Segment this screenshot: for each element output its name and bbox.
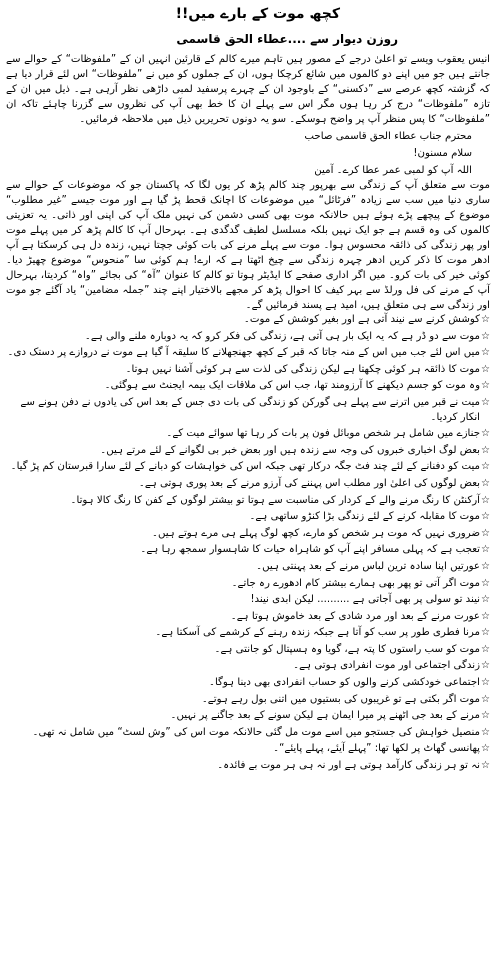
- star-bullet-icon: ☆: [481, 330, 490, 342]
- article-title: کچھ موت کے بارے میں!!: [175, 6, 340, 22]
- star-bullet-icon: ☆: [481, 314, 490, 325]
- star-bullet-icon: ☆: [481, 380, 490, 392]
- saying-item: ☆ زندگی اجتماعی اور موت انفرادی ہوتی ہے۔: [6, 659, 490, 674]
- star-bullet-icon: ☆: [481, 511, 490, 523]
- saying-item: ☆ موت کو سب راستوں کا پتہ ہے، گویا وہ ہسپتال کو جانتی ہے۔: [6, 643, 490, 658]
- star-bullet-icon: ☆: [481, 363, 490, 375]
- star-bullet-icon: ☆: [481, 610, 490, 622]
- saying-item: ☆ پھانسی گھاٹ پر لکھا تھا: ”پہلے آیئے، پہلے پایئے“۔: [6, 742, 490, 757]
- saying-item: ☆ کوشش کرنے سے نیند آتی ہے اور بغیر کوشش کے موت۔: [6, 313, 490, 328]
- saying-item: ☆ موت اگر بکتی ہے تو غریبوں کی بستیوں میں اتنی بول رہے ہوتے۔: [6, 693, 490, 708]
- star-bullet-icon: ☆: [481, 660, 490, 672]
- letter-salutation: محترم جناب عطاء الحق قاسمی صاحب: [304, 131, 472, 142]
- saying-item: ☆ موت اگر آتی تو پھر بھی ہمارے بیشتر کام ادھورے رہ جاتے۔: [6, 577, 490, 592]
- sayings-list: [6, 313, 490, 774]
- star-bullet-icon: ☆: [481, 396, 490, 408]
- star-bullet-icon: ☆: [481, 577, 490, 589]
- saying-item: ☆ منصیل خواہش کی جستجو میں اسے موت مل گئی حالانکہ موت اس کی ”وش لسٹ“ میں شامل نہ تھی۔: [6, 726, 490, 741]
- star-bullet-icon: ☆: [481, 693, 490, 705]
- saying-item: ☆ موت کا مقابلہ کرنے کے لئے زندگی بڑا کنڑو ساتھی ہے۔: [6, 510, 490, 525]
- star-bullet-icon: ☆: [481, 677, 490, 689]
- saying-item: ☆ موت سے دو ڈر ہے کہ یہ ایک بار ہی آتی ہے، زندگی کی فکر کرو کہ یہ دوبارہ ملنے والی ہے۔: [6, 330, 490, 345]
- saying-item: ☆ عورت مرنے کے بعد اور مرد شادی کے بعد خاموش ہوتا ہے۔: [6, 610, 490, 625]
- letter-blessing: اللہ آپ کو لمبی عمر عطا کرے۔ آمین: [314, 165, 472, 176]
- saying-item: ☆ وہ موت کو جسم دیکھنے کا آرزومند تھا، جب اس کی ملاقات ایک بیمہ ایجنٹ سے ہوگئی۔: [6, 379, 490, 394]
- star-bullet-icon: ☆: [481, 428, 490, 440]
- saying-item: ☆ جنازے میں شامل ہر شخص موبائل فون پر بات کر رہا تھا سوائے میت کے۔: [6, 427, 490, 442]
- saying-item: ☆ آرکنٹن کا رنگ مرنے والے کے کردار کی مناسبت سے ہوتا تو بیشتر لوگوں کے کفن کا رنگ کالا ہوتا۔: [6, 494, 490, 509]
- intro-paragraph: انیس یعقوب ویسے تو اعلیٰ درجے کے مصور ہیں تاہم میرے کالم کے قارئین انہیں ان کے ”ملفوظات“ کے حوالے سے جانتے ہیں جو میں اپنے دو کالموں میں شائع کرچکا ہوں، ان کے جملوں کو میں نے ”ملفوظات“ اس لئے قرار دیا ہے کہ گزشتہ کچھ عرصے سے ”دکسنی“ کے باوجود ان کے چہرے پرسفید لمبی داڑھی نظر آرہی ہے۔ ذیل میں ان کے تازہ ”ملفوظات“ درج کر رہا ہوں مگر اس سے پہلے ان کا خط بھی آپ کی نظروں سے گزرنا چاہئے تاکہ ان ”ملفوظات“ کا پس منظر آپ پر واضح ہوسکے۔ سو یہ دونوں تحریریں ذیل میں ملاحظہ فرمائیں۔: [6, 54, 490, 125]
- saying-item: ☆ بعض لوگ اخباری خبروں کی وجہ سے زندہ ہیں اور بعض خبر بی لگوانے کے لئے مرتے ہیں۔: [6, 444, 490, 459]
- saying-item: ☆ ضروری نہیں کہ موت ہر شخص کو مارے، کچھ لوگ پہلے ہی مرے ہوتے ہیں۔: [6, 527, 490, 542]
- star-bullet-icon: ☆: [481, 743, 490, 755]
- saying-item: ☆ موت کا ذائقہ ہر کوئی چکھتا ہے لیکن زندگی کی لذت سے ہر کوئی آشنا نہیں ہوتا۔: [6, 363, 490, 378]
- star-bullet-icon: ☆: [481, 560, 490, 572]
- star-bullet-icon: ☆: [481, 527, 490, 539]
- saying-item: ☆ اجتماعی خودکشی کرنے والوں کو حساب انفرادی بھی دینا ہوگا۔: [6, 676, 490, 691]
- saying-item: ☆ مرنے کے بعد جی اٹھنے پر میرا ایمان ہے لیکن سونے کے بعد جاگنے پر نہیں۔: [6, 709, 490, 724]
- star-bullet-icon: ☆: [481, 494, 490, 506]
- column-byline: روزن دیوار سے ....عطاء الحق قاسمی: [176, 32, 398, 46]
- saying-item: ☆ عورتیں اپنا سادہ ترین لباس مرنے کے بعد پہنتی ہیں۔: [6, 560, 490, 575]
- saying-item: ☆ نیند تو سولی پر بھی آجاتی ہے .......... لیکن ابدی نیند!: [6, 593, 490, 608]
- star-bullet-icon: ☆: [481, 710, 490, 722]
- star-bullet-icon: ☆: [481, 760, 490, 772]
- saying-item: ☆ میت نے قبر میں اترنے سے پہلے ہی گورکن کو زندگی کی بات دی جس کے بعد اس کی یادوں نے دفن ہونے سے انکار کردیا۔: [20, 396, 490, 423]
- saying-item: ☆ میں اس لئے جب میں اس کے منہ جاتا کہ قبر کے کچھ جھنجھلانے کا سلیقہ آ گیا ہے موت نے دروازے پر دستک دی۔: [6, 346, 490, 361]
- star-bullet-icon: ☆: [481, 444, 490, 456]
- saying-item: ☆ بعض لوگوں کی اعلیٰ اور مطلب اس پہننے کی آرزو مرنے کے بعد پوری ہوتی ہے۔: [6, 477, 490, 492]
- saying-item: ☆ نہ تو ہر زندگی کارآمد ہوتی ہے اور نہ ہی ہر موت بے فائدہ۔: [6, 759, 490, 774]
- star-bullet-icon: ☆: [481, 627, 490, 639]
- saying-item: ☆ میت کو دفنانے کے لئے چند فٹ جگہ درکار تھی جبکہ اس کی خواہشات کو دبانے کے لئے سارا قبرستان کم پڑ گیا۔: [6, 460, 490, 475]
- saying-item: ☆ مرنا فطری طور پر سب کو آتا ہے جبکہ زندہ رہنے کے کرشمے کی آسکتا ہے۔: [6, 626, 490, 641]
- star-bullet-icon: ☆: [481, 726, 490, 738]
- star-bullet-icon: ☆: [481, 594, 490, 606]
- star-bullet-icon: ☆: [481, 347, 490, 359]
- saying-item: ☆ تعجب ہے کہ پہلی مسافر اپنے آپ کو شاہراہ حیات کا شاہسوار سمجھ رہا ہے۔: [6, 543, 490, 558]
- letter-body: موت سے متعلق آپ کے زندگی سے بھرپور چند کالم پڑھ کر یوں لگا کہ پاکستان جو کہ موضوعات کے حوالے سے ساری دنیا میں سب سے زیادہ ”فرٹائل“ میں موضوعات کا اچانک قحط پڑ گیا ہے اور موت جیسے ”غیر مطلوب“ موضوع کے پیچھے پڑے ہوئے ہیں حالانکہ موت بھی کسی دشمن کی نہیں ملک آپ کی اپنی اور ذاتی۔ یہ تعزیتی کالموں کی وہ قسم ہے جو ایک نہیں بلکہ مسلسل لطیف گدگدی ہے۔ بہرحال آپ کا کالم پڑھ کر میں پہلے موت اور پھر زندگی کی ذائقہ محسوس ہوا۔ موت سے پہلے مرنے کی بات کوئی جچتا نہیں، زندہ دل ہی کرسکتا ہے آپ ادھر موت کا ذکر کریں ادھر چہرہ زندگی سے چیخ اٹھتا ہے کہ ارے! ہم کوئی سا ”منحوس“ موضوع چھیڑ دیا۔ کوئی خیر کی بات کرو۔ میں اگر اداری صفحے کا ایڈیٹر ہوتا تو کالم کا عنوان ”آہ“ کی بجائے ”واہ“ کردیتا، بہرحال آپ کے مرنے کی فل ورلڈ سے بہر کیف کا احوال پڑھ کر مجھے بالاختیار اپنے چند ”جملہ مضامین“ یاد آگئے جو موت اور زندگی سے ہی متعلق ہیں، امید ہے پسند فرمائیں گے۔: [6, 180, 490, 311]
- star-bullet-icon: ☆: [481, 461, 490, 473]
- star-bullet-icon: ☆: [481, 544, 490, 556]
- star-bullet-icon: ☆: [481, 643, 490, 655]
- letter-greeting: سلام مسنون!: [413, 148, 472, 159]
- star-bullet-icon: ☆: [481, 477, 490, 489]
